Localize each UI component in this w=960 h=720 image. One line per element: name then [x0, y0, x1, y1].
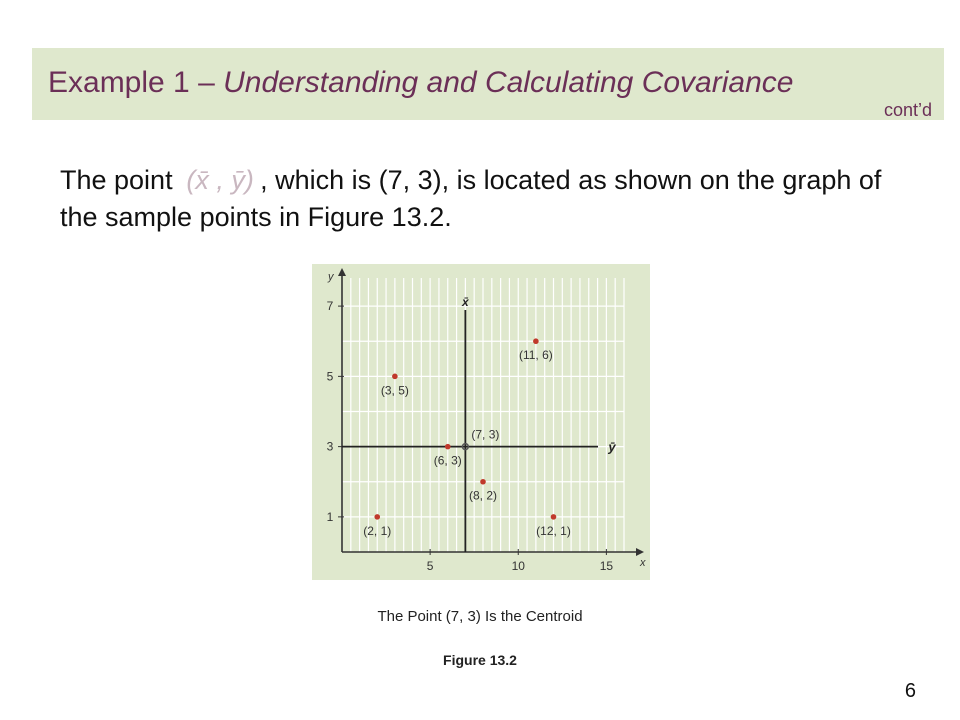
x-tick-label: 5 [426, 559, 434, 573]
data-point-label: (12, 1) [536, 523, 571, 538]
centroid-label: (7, 3) [471, 427, 500, 442]
data-point [445, 444, 451, 450]
x-tick-label: 15 [599, 559, 614, 573]
figure-caption: The Point (7, 3) Is the Centroid [377, 608, 583, 625]
figure-13-2 [312, 264, 650, 580]
data-point [480, 479, 486, 485]
data-point [392, 374, 398, 380]
slide-number: 6 [904, 680, 916, 702]
title-prefix: Example 1 – [48, 66, 224, 99]
continued-label: cont’d [883, 100, 932, 120]
x-tick-label: 10 [511, 559, 525, 573]
title-italic: Understanding and Calculating Covariance [223, 66, 794, 99]
x-axis-label: x [640, 557, 646, 569]
body-paragraph [60, 162, 900, 236]
y-axis-label: y [328, 271, 334, 283]
data-point-label: (2, 1) [363, 523, 392, 538]
data-point-label: (8, 2) [468, 488, 498, 503]
y-tick-label: 7 [326, 299, 334, 314]
figure-label: Figure 13.2 [443, 652, 517, 668]
data-point [374, 514, 380, 520]
data-point [533, 338, 539, 344]
scatter-chart [312, 264, 650, 580]
data-point-label: (3, 5) [380, 383, 409, 398]
data-point [551, 514, 557, 520]
slide-title [48, 66, 793, 100]
data-point-label: (11, 6) [518, 348, 553, 363]
body-text-after: , which is (7, 3), is located as shown on the graph of the sample points in Figure 13.2. [60, 165, 882, 232]
xbar-ybar-symbol: (x̄ , ȳ) [186, 165, 254, 195]
y-tick-label: 1 [326, 509, 334, 524]
y-tick-label: 5 [326, 369, 334, 384]
x-mean-label: x̄ [462, 295, 469, 309]
data-point-label: (6, 3) [433, 453, 462, 468]
body-text-before: The point [60, 165, 181, 195]
y-tick-label: 3 [326, 439, 334, 454]
y-mean-label: ȳ [608, 439, 616, 455]
